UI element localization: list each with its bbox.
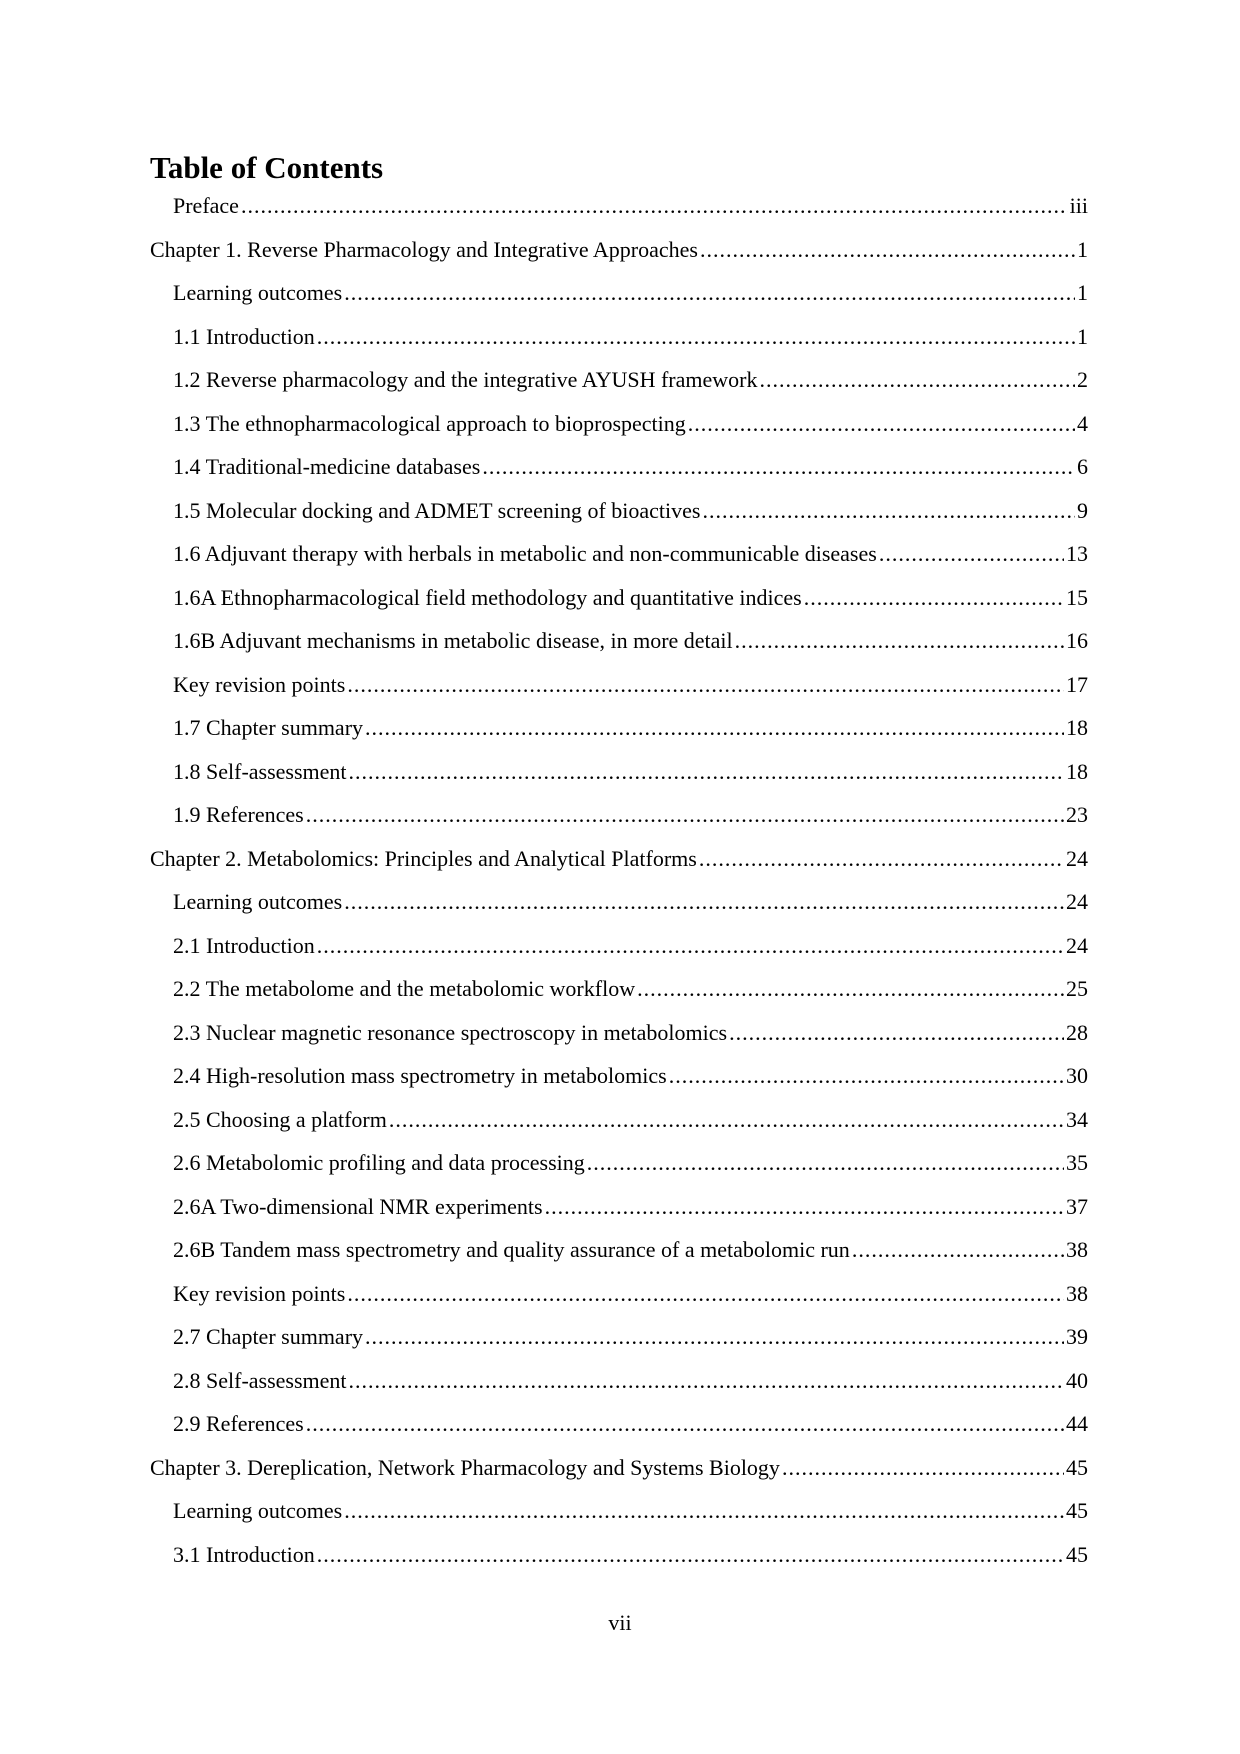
toc-entry-title: 2.4 High-resolution mass spectrometry in metabolomics <box>173 1063 667 1088</box>
toc-section-entry[interactable] <box>150 276 1088 320</box>
dot-leader <box>317 320 1075 354</box>
toc-chapter-entry[interactable] <box>150 842 1088 886</box>
toc-entry-title: 2.3 Nuclear magnetic resonance spectroscopy in metabolomics <box>173 1019 728 1045</box>
toc-section-entry[interactable] <box>150 1233 1088 1277</box>
dot-leader <box>317 1538 1064 1572</box>
toc-entry-title: 1.8 Self-assessment <box>173 758 347 784</box>
toc-section-entry[interactable] <box>150 624 1088 668</box>
toc-entry-title: 1.4 Traditional-medicine databases <box>173 454 481 479</box>
dot-leader <box>759 363 1075 397</box>
toc-section-entry[interactable] <box>150 668 1088 712</box>
toc-entry-page-number: 13 <box>1066 541 1088 566</box>
toc-section-entry[interactable] <box>150 1146 1088 1190</box>
toc-entry-title: 2.6B Tandem mass spectrometry and quality assurance of a metabolomic run <box>173 1237 850 1262</box>
toc-entry-title: Preface <box>173 193 239 218</box>
dot-leader <box>365 711 1064 745</box>
toc-section-entry[interactable] <box>150 711 1088 755</box>
dot-leader <box>347 1277 1064 1311</box>
dot-leader <box>637 972 1064 1006</box>
toc-entry-page-number: 37 <box>1066 1193 1088 1219</box>
toc-section-entry[interactable] <box>150 450 1088 494</box>
toc-entry-page-number: 1 <box>1077 236 1088 262</box>
toc-entry-title: Chapter 3. Dereplication, Network Pharmacology and Systems Biology <box>150 1454 780 1480</box>
dot-leader <box>782 1451 1064 1485</box>
toc-entry-title: 1.6B Adjuvant mechanisms in metabolic disease, in more detail <box>173 628 733 653</box>
dot-leader <box>349 755 1064 789</box>
toc-entry-title: Key revision points <box>173 671 346 697</box>
toc-section-entry[interactable] <box>150 1494 1088 1538</box>
toc-section-entry[interactable] <box>150 929 1088 973</box>
toc-entry-page-number: iii <box>1069 193 1088 218</box>
toc-entry-title: 2.7 Chapter summary <box>173 1324 364 1349</box>
toc-section-entry[interactable] <box>150 494 1088 538</box>
toc-entry-title: 2.8 Self-assessment <box>173 1367 347 1393</box>
toc-section-entry[interactable] <box>150 1059 1088 1103</box>
toc-entry-title: 1.3 The ethnopharmacological approach to bioprospecting <box>173 410 686 436</box>
toc-section-entry[interactable] <box>150 581 1088 625</box>
dot-leader <box>804 581 1064 615</box>
dot-leader <box>349 1364 1064 1398</box>
toc-entry-title: 1.1 Introduction <box>173 323 315 349</box>
toc-entry-page-number: 35 <box>1066 1150 1088 1175</box>
toc-entry-title: 2.5 Choosing a platform <box>173 1106 387 1132</box>
toc-entry-page-number: 24 <box>1066 845 1088 871</box>
toc-section-entry[interactable] <box>150 320 1088 364</box>
toc-section-entry[interactable] <box>150 1364 1088 1408</box>
toc-entry-page-number: 17 <box>1066 671 1088 697</box>
toc-entry-page-number: 40 <box>1066 1367 1088 1393</box>
toc-section-entry[interactable] <box>150 1190 1088 1234</box>
toc-entry-page-number: 1 <box>1077 280 1088 305</box>
toc-entry-title: Learning outcomes <box>173 280 343 305</box>
toc-entry-page-number: 23 <box>1066 802 1088 827</box>
dot-leader <box>735 624 1064 658</box>
toc-entry-page-number: 6 <box>1077 454 1088 479</box>
toc-entry-page-number: 24 <box>1066 889 1088 914</box>
toc-entry-title: Key revision points <box>173 1280 346 1306</box>
dot-leader <box>306 1407 1064 1441</box>
toc-chapter-entry[interactable] <box>150 233 1088 277</box>
toc-entry-title: 1.9 References <box>173 802 304 827</box>
toc-entry-page-number: 18 <box>1066 758 1088 784</box>
toc-entry-title: 1.7 Chapter summary <box>173 715 364 740</box>
table-of-contents <box>150 189 1088 1581</box>
toc-section-entry[interactable] <box>150 407 1088 451</box>
toc-section-entry[interactable] <box>150 537 1088 581</box>
dot-leader <box>545 1190 1064 1224</box>
dot-leader <box>344 885 1064 919</box>
dot-leader <box>699 842 1064 876</box>
toc-entry-title: 2.1 Introduction <box>173 932 315 958</box>
toc-entry-page-number: 30 <box>1066 1063 1088 1088</box>
toc-entry-page-number: 16 <box>1066 628 1088 653</box>
toc-entry-page-number: 24 <box>1066 932 1088 958</box>
toc-entry-page-number: 45 <box>1066 1498 1088 1523</box>
toc-entry-title: Chapter 2. Metabolomics: Principles and Analytical Platforms <box>150 845 697 871</box>
toc-entry-title: 3.1 Introduction <box>173 1541 315 1567</box>
dot-leader <box>587 1146 1064 1180</box>
toc-section-entry[interactable] <box>150 1320 1088 1364</box>
toc-section-entry[interactable] <box>150 1277 1088 1321</box>
toc-entry-title: 2.6 Metabolomic profiling and data processing <box>173 1150 585 1175</box>
dot-leader <box>317 929 1064 963</box>
toc-section-entry[interactable] <box>150 972 1088 1016</box>
dot-leader <box>688 407 1075 441</box>
dot-leader <box>389 1103 1064 1137</box>
dot-leader <box>852 1233 1064 1267</box>
toc-entry-title: 2.9 References <box>173 1411 304 1436</box>
dot-leader <box>482 450 1075 484</box>
toc-entry-page-number: 44 <box>1066 1411 1088 1436</box>
toc-section-entry[interactable] <box>150 885 1088 929</box>
dot-leader <box>306 798 1064 832</box>
dot-leader <box>729 1016 1064 1050</box>
toc-entry-page-number: 15 <box>1066 584 1088 610</box>
toc-entry-page-number: 38 <box>1066 1237 1088 1262</box>
dot-leader <box>669 1059 1064 1093</box>
toc-entry-title: Chapter 1. Reverse Pharmacology and Integrative Approaches <box>150 236 698 262</box>
toc-entry-title: 1.6A Ethnopharmacological field methodology and quantitative indices <box>173 584 802 610</box>
toc-section-entry[interactable] <box>150 755 1088 799</box>
toc-entry-page-number: 38 <box>1066 1280 1088 1306</box>
toc-entry-page-number: 45 <box>1066 1541 1088 1567</box>
toc-entry-title: 2.6A Two-dimensional NMR experiments <box>173 1193 543 1219</box>
dot-leader <box>879 537 1064 571</box>
toc-section-entry[interactable] <box>150 363 1088 407</box>
dot-leader <box>241 189 1068 223</box>
toc-entry-title: 1.2 Reverse pharmacology and the integrative AYUSH framework <box>173 367 758 392</box>
dot-leader <box>365 1320 1064 1354</box>
toc-section-entry[interactable] <box>150 1538 1088 1582</box>
toc-section-entry[interactable] <box>150 189 1088 233</box>
dot-leader <box>702 494 1075 528</box>
dot-leader <box>344 276 1075 310</box>
toc-entry-title: 2.2 The metabolome and the metabolomic workflow <box>173 976 636 1001</box>
dot-leader <box>344 1494 1064 1528</box>
toc-section-entry[interactable] <box>150 1016 1088 1060</box>
toc-entry-page-number: 18 <box>1066 715 1088 740</box>
toc-entry-page-number: 45 <box>1066 1454 1088 1480</box>
dot-leader <box>347 668 1064 702</box>
toc-chapter-entry[interactable] <box>150 1451 1088 1495</box>
toc-entry-page-number: 25 <box>1066 976 1088 1001</box>
toc-entry-title: Learning outcomes <box>173 889 343 914</box>
toc-entry-page-number: 4 <box>1077 410 1088 436</box>
dot-leader <box>700 233 1075 267</box>
toc-entry-page-number: 2 <box>1077 367 1088 392</box>
toc-section-entry[interactable] <box>150 1103 1088 1147</box>
toc-entry-page-number: 28 <box>1066 1019 1088 1045</box>
toc-entry-title: 1.5 Molecular docking and ADMET screening of bioactives <box>173 497 701 523</box>
toc-entry-page-number: 1 <box>1077 323 1088 349</box>
toc-entry-page-number: 9 <box>1077 497 1088 523</box>
toc-entry-page-number: 39 <box>1066 1324 1088 1349</box>
toc-section-entry[interactable] <box>150 798 1088 842</box>
toc-entry-title: Learning outcomes <box>173 1498 343 1523</box>
page-title: Table of Contents <box>150 150 384 185</box>
toc-entry-page-number: 34 <box>1066 1106 1088 1132</box>
toc-section-entry[interactable] <box>150 1407 1088 1451</box>
toc-entry-title: 1.6 Adjuvant therapy with herbals in metabolic and non-communicable diseases <box>173 541 877 566</box>
page-number: vii <box>608 1610 632 1635</box>
